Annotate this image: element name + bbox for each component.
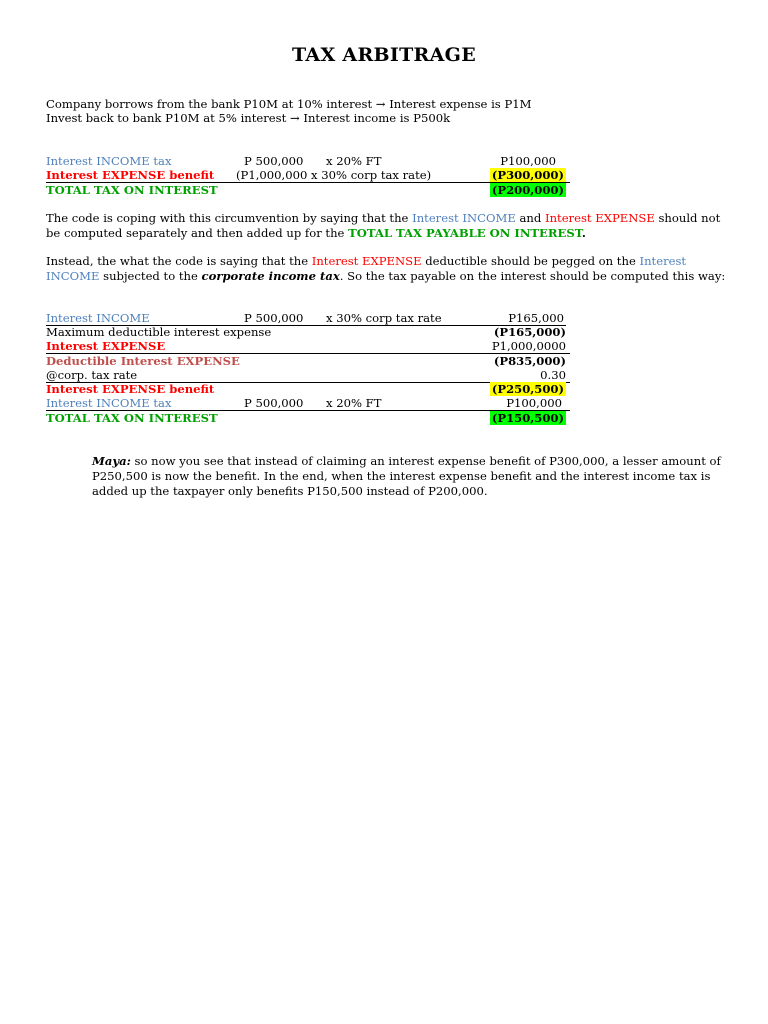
- note-speaker: Maya:: [92, 454, 131, 468]
- text: should not be computed separately and then added up for the: [46, 211, 721, 240]
- text-interest-income: Interest INCOME: [46, 254, 687, 283]
- text-total-tax: TOTAL TAX PAYABLE ON INTEREST: [348, 226, 582, 240]
- row-value: P165,000: [508, 311, 564, 325]
- row-value-wrap: [490, 411, 566, 425]
- table1-row-income-tax: [46, 154, 570, 168]
- text-interest-expense: Interest EXPENSE: [311, 254, 422, 268]
- text: .: [581, 226, 586, 240]
- row-label: Interest EXPENSE benefit: [46, 382, 215, 396]
- table1-row-total: [46, 183, 570, 197]
- row-label: Interest INCOME tax: [46, 154, 172, 168]
- row-value: P100,000: [506, 396, 562, 410]
- row-value: (P150,500): [491, 411, 564, 425]
- row-amount: P 500,000: [244, 154, 304, 168]
- row-amount: P 500,000: [244, 311, 304, 325]
- row-label: Maximum deductible interest expense: [46, 325, 272, 339]
- table2-row-max-deductible: [46, 325, 570, 339]
- text-interest-expense: Interest EXPENSE: [544, 211, 655, 225]
- row-calc: x 30% corp tax rate: [326, 311, 442, 325]
- table2-row-deductible-expense: [46, 354, 570, 368]
- text-interest-income: Interest INCOME: [412, 211, 516, 225]
- row-calc: x 20% FT: [326, 396, 382, 410]
- table1-row-expense-benefit: [46, 168, 570, 182]
- row-value-wrap: [490, 382, 566, 396]
- text: deductible should be pegged on the: [421, 254, 640, 268]
- table2-row-interest-expense: [46, 339, 570, 353]
- table2-row-corp-tax-rate: [46, 368, 570, 382]
- text: The code is coping with this circumvention by saying that the: [46, 211, 413, 225]
- row-calc: x 20% FT: [326, 154, 382, 168]
- row-label: Interest INCOME: [46, 311, 150, 325]
- row-value: (P200,000): [491, 183, 564, 197]
- row-label: TOTAL TAX ON INTEREST: [46, 183, 218, 197]
- row-value: (P300,000): [491, 168, 564, 182]
- text: subjected to the: [99, 269, 202, 283]
- row-value-wrap: [490, 183, 566, 197]
- row-label: Deductible Interest EXPENSE: [46, 354, 240, 368]
- row-label: Interest EXPENSE benefit: [46, 168, 215, 182]
- table2-row-expense-benefit: [46, 382, 570, 396]
- row-value-wrap: [490, 168, 566, 182]
- text: and: [515, 211, 545, 225]
- row-value: (P165,000): [493, 325, 566, 339]
- row-value: 0.30: [540, 368, 566, 382]
- row-calc: (P1,000,000 x 30% corp tax rate): [236, 168, 432, 182]
- note-maya: [92, 454, 732, 499]
- row-value: (P835,000): [493, 354, 566, 368]
- paragraph-instead: [46, 254, 726, 284]
- intro-line-1: Company borrows from the bank P10M at 10% interest → Interest expense is P1M: [46, 97, 532, 111]
- table2-row-income-tax: [46, 396, 570, 410]
- row-label: Interest EXPENSE: [46, 339, 166, 353]
- table2-row-interest-income: [46, 311, 570, 325]
- note-text: so now you see that instead of claiming an interest expense benefit of P300,000, a lesser amount of P250,500 is now the benefit. In the end, when the interest expense benefit and the interest income tax is added up the taxpayer only benefits P150,500 instead of P200,000.: [92, 454, 721, 498]
- row-value: P100,000: [500, 154, 556, 168]
- row-value: P1,000,0000: [491, 339, 566, 353]
- text: . So the tax payable on the interest should be computed this way:: [339, 269, 726, 283]
- row-amount: P 500,000: [244, 396, 304, 410]
- text: Instead, the what the code is saying that the: [46, 254, 312, 268]
- table2-row-total: [46, 411, 570, 425]
- paragraph-circumvention: [46, 211, 726, 241]
- page-title: TAX ARBITRAGE: [292, 44, 476, 66]
- row-label: TOTAL TAX ON INTEREST: [46, 411, 218, 425]
- row-value: (P250,500): [491, 382, 564, 396]
- row-label: Interest INCOME tax: [46, 396, 172, 410]
- intro-line-2: Invest back to bank P10M at 5% interest → Interest income is P500k: [46, 111, 451, 125]
- row-label: @corp. tax rate: [46, 368, 138, 382]
- text-corporate-income-tax: corporate income tax: [201, 269, 340, 283]
